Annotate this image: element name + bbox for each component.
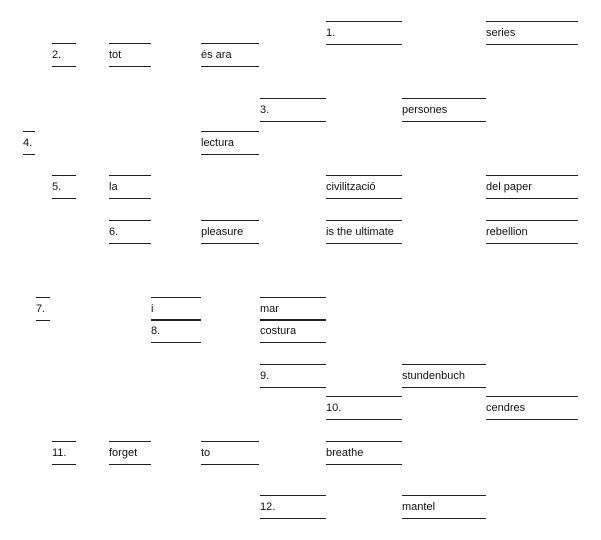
cell-text: rebellion	[486, 226, 528, 238]
cell-text: 9.	[260, 370, 270, 382]
cell-bottom-rule	[486, 198, 578, 199]
cell-bottom-rule	[260, 387, 326, 388]
cell-top-rule	[326, 175, 402, 176]
cell-top-rule	[402, 364, 486, 365]
cell-text: civilització	[326, 181, 376, 193]
cell-top-rule	[486, 396, 578, 397]
cell-text: series	[486, 27, 516, 39]
cell-bottom-rule	[486, 243, 578, 244]
cell-top-rule	[260, 297, 326, 298]
cell-top-rule	[486, 220, 578, 221]
cell-text: breathe	[326, 447, 364, 459]
cell-top-rule	[109, 441, 151, 442]
cell-top-rule	[260, 98, 326, 99]
cell-text: 10.	[326, 402, 342, 414]
cell-bottom-rule	[52, 198, 76, 199]
cell-top-rule	[260, 364, 326, 365]
cell-top-rule	[486, 21, 578, 22]
cell-top-rule	[109, 175, 151, 176]
cell-bottom-rule	[402, 121, 486, 122]
cell-bottom-rule	[326, 464, 402, 465]
cell-top-rule	[201, 441, 259, 442]
cell-text: 12.	[260, 501, 276, 513]
cell-bottom-rule	[109, 198, 151, 199]
cell-bottom-rule	[486, 419, 578, 420]
cell-text: mar	[260, 303, 279, 315]
cell-text: és ara	[201, 49, 232, 61]
cell-bottom-rule	[326, 44, 402, 45]
cell-text: 4.	[23, 137, 33, 149]
cell-top-rule	[151, 297, 201, 298]
cell-top-rule	[52, 441, 76, 442]
cell-bottom-rule	[402, 518, 486, 519]
cell-top-rule	[109, 43, 151, 44]
cell-text: lectura	[201, 137, 235, 149]
cell-text: persones	[402, 104, 448, 116]
cell-top-rule	[402, 495, 486, 496]
cell-top-rule	[326, 21, 402, 22]
cell-bottom-rule	[109, 66, 151, 67]
cell-bottom-rule	[52, 464, 76, 465]
cell-text: 6.	[109, 226, 119, 238]
cell-bottom-rule	[201, 464, 259, 465]
cell-bottom-rule	[201, 243, 259, 244]
cell-text: 2.	[52, 49, 62, 61]
cell-text: costura	[260, 325, 297, 337]
cell-bottom-rule	[260, 121, 326, 122]
cell-bottom-rule	[402, 387, 486, 388]
cell-bottom-rule	[201, 154, 259, 155]
cell-top-rule	[260, 495, 326, 496]
cell-top-rule	[201, 43, 259, 44]
cell-bottom-rule	[151, 320, 201, 321]
cell-top-rule	[151, 319, 201, 320]
cell-text: del paper	[486, 181, 532, 193]
cell-text: stundenbuch	[402, 370, 465, 382]
cell-bottom-rule	[260, 518, 326, 519]
cell-top-rule	[36, 297, 50, 298]
cell-bottom-rule	[36, 320, 50, 321]
cell-text: 3.	[260, 104, 270, 116]
cell-text: 8.	[151, 325, 161, 337]
cell-text: forget	[109, 447, 138, 459]
cell-bottom-rule	[326, 419, 402, 420]
cell-top-rule	[326, 441, 402, 442]
cell-bottom-rule	[23, 154, 35, 155]
cell-top-rule	[402, 98, 486, 99]
cell-top-rule	[326, 220, 402, 221]
cell-text: 11.	[52, 447, 67, 459]
cell-text: la	[109, 181, 118, 193]
cell-top-rule	[201, 131, 259, 132]
cell-bottom-rule	[52, 66, 76, 67]
cell-top-rule	[23, 131, 35, 132]
cell-bottom-rule	[201, 66, 259, 67]
cell-text: mantel	[402, 501, 436, 513]
cell-top-rule	[109, 220, 151, 221]
cell-top-rule	[201, 220, 259, 221]
cell-text: 1.	[326, 27, 336, 39]
cell-bottom-rule	[109, 464, 151, 465]
cell-bottom-rule	[109, 243, 151, 244]
cell-text: cendres	[486, 402, 526, 414]
cell-text: to	[201, 447, 211, 459]
cell-top-rule	[260, 319, 326, 320]
cell-top-rule	[52, 43, 76, 44]
cell-top-rule	[52, 175, 76, 176]
cell-top-rule	[486, 175, 578, 176]
cell-bottom-rule	[326, 198, 402, 199]
cell-text: pleasure	[201, 226, 244, 238]
cell-text: i	[151, 303, 154, 315]
cell-text: 7.	[36, 303, 46, 315]
cell-bottom-rule	[260, 320, 326, 321]
cell-bottom-rule	[486, 44, 578, 45]
cell-text: is the ultimate	[326, 226, 394, 238]
cell-text: tot	[109, 49, 122, 61]
cell-bottom-rule	[326, 243, 402, 244]
cell-text: 5.	[52, 181, 62, 193]
cell-bottom-rule	[151, 342, 201, 343]
cell-bottom-rule	[260, 342, 326, 343]
cell-top-rule	[326, 396, 402, 397]
